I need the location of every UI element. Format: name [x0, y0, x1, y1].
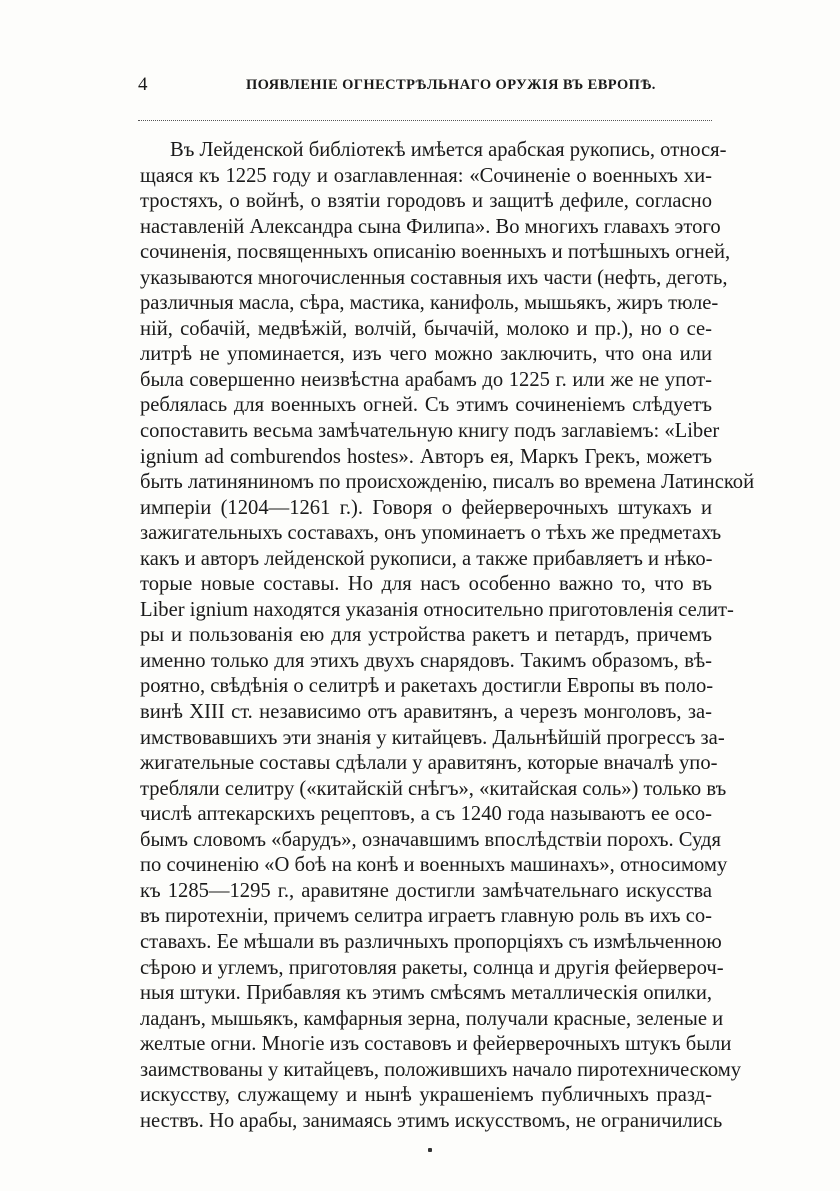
- header-divider: [138, 120, 712, 121]
- text-line: торые новые составы. Но для насъ особенно важно то, что въ: [140, 573, 712, 596]
- text-line: сочиненія, посвященныхъ описанію военныхъ и потѣшныхъ огней,: [140, 241, 731, 264]
- text-line: жигательные составы сдѣлали у аравитянъ, которые вначалѣ упо-: [140, 752, 718, 775]
- text-line: ignium ad comburendos hostes». Авторъ ея, Маркъ Грекъ, можетъ: [140, 445, 712, 468]
- text-line: сопоставить весьма замѣчательную книгу подъ заглавіемъ: «Liber: [140, 420, 720, 443]
- text-line: числѣ аптекарскихъ рецептовъ, а съ 1240 года называютъ ее осо-: [140, 803, 712, 826]
- text-line: ній, собачій, медвѣжій, волчій, бычачій, молоко и пр.), но о се-: [140, 317, 712, 340]
- text-line: имперіи (1204—1261 г.). Говоря о фейерверочныхъ штукахъ и: [140, 496, 712, 519]
- text-line: Liber ignium находятся указанія относительно приготовленія селит-: [140, 598, 734, 621]
- text-line: сѣрою и углемъ, приготовляя ракеты, солнца и другія фейервероч-: [140, 956, 724, 979]
- text-line: литрѣ не упоминается, изъ чего можно заключить, что она или: [140, 343, 712, 366]
- text-line: зажигательныхъ составахъ, онъ упоминаетъ о тѣхъ же предметахъ: [140, 522, 722, 545]
- text-line: ладанъ, мышьякъ, камфарныя зерна, получали красные, зеленые и: [140, 1007, 724, 1030]
- text-line: по сочиненію «О боѣ на конѣ и военныхъ машинахъ», относимому: [140, 854, 728, 877]
- text-line: нествъ. Но арабы, занимаясь этимъ искусствомъ, не ограничились: [140, 1109, 723, 1132]
- footer-mark: [428, 1148, 432, 1152]
- text-line: бымъ словомъ «барудъ», означавшимъ впослѣдствіи порохъ. Судя: [140, 828, 721, 851]
- running-title: ПОЯВЛЕНІЕ ОГНЕСТРѢЛЬНАГО ОРУЖІЯ ВЪ ЕВРОПѢ.: [246, 77, 656, 93]
- text-line: именно только для этихъ двухъ снарядовъ. Такимъ образомъ, вѣ-: [140, 649, 712, 672]
- text-line: Въ Лейденской библіотекѣ имѣется арабская рукопись, относя-: [170, 139, 727, 161]
- text-line: быть латиняниномъ по происхожденію, писалъ во времена Латинской: [140, 471, 755, 494]
- text-line: имствовавшихъ эти знанія у китайцевъ. Дальнѣйшій прогрессъ за-: [140, 726, 725, 749]
- text-line: заимствованы у китайцевъ, положившихъ начало пиротехническому: [140, 1058, 742, 1081]
- text-line: щаяся къ 1225 году и озаглавленная: «Сочиненіе о военныхъ хи-: [140, 164, 712, 187]
- page-number: 4: [138, 74, 148, 95]
- text-line: къ 1285—1295 г., аравитяне достигли замѣчательнаго искусства: [140, 879, 712, 902]
- text-line: ныя штуки. Прибавляя къ этимъ смѣсямъ металлическія опилки,: [140, 982, 712, 1005]
- text-line: реблялась для военныхъ огней. Съ этимъ сочиненіемъ слѣдуетъ: [140, 394, 712, 417]
- page-header: [138, 74, 710, 102]
- text-line: ставахъ. Ее мѣшали въ различныхъ пропорціяхъ съ измѣльченною: [140, 930, 722, 953]
- text-line: искусству, служащему и нынѣ украшеніемъ публичныхъ празд-: [140, 1084, 712, 1107]
- text-line: тростяхъ, о войнѣ, о взятіи городовъ и защитѣ дефиле, согласно: [140, 190, 712, 213]
- text-line: требляли селитру («китайскій снѣгъ», «китайская соль») только въ: [140, 777, 727, 800]
- body-text: [140, 138, 755, 1134]
- text-line: винѣ XIII ст. независимо отъ аравитянъ, а черезъ монголовъ, за-: [140, 701, 712, 724]
- text-line: была совершенно неизвѣстна арабамъ до 1225 г. или же не упот-: [140, 368, 712, 391]
- text-line: какъ и авторъ лейденской рукописи, а также прибавляетъ и нѣко-: [140, 547, 713, 570]
- text-line: различныя масла, сѣра, мастика, канифоль, мышьякъ, жиръ тюле-: [140, 292, 719, 315]
- text-line: роятно, свѣдѣнія о селитрѣ и ракетахъ достигли Европы въ поло-: [140, 675, 714, 698]
- text-line: указываются многочисленныя составныя ихъ части (нефть, деготь,: [140, 266, 728, 289]
- text-line: желтые огни. Многіе изъ составовъ и фейерверочныхъ штукъ были: [140, 1033, 732, 1056]
- text-line: наставленій Александра сына Филипа». Во многихъ главахъ этого: [140, 215, 721, 238]
- text-line: въ пиротехніи, причемъ селитра играетъ главную роль въ ихъ со-: [140, 905, 712, 928]
- text-line: ры и пользованія ею для устройства ракетъ и петардъ, причемъ: [140, 624, 712, 647]
